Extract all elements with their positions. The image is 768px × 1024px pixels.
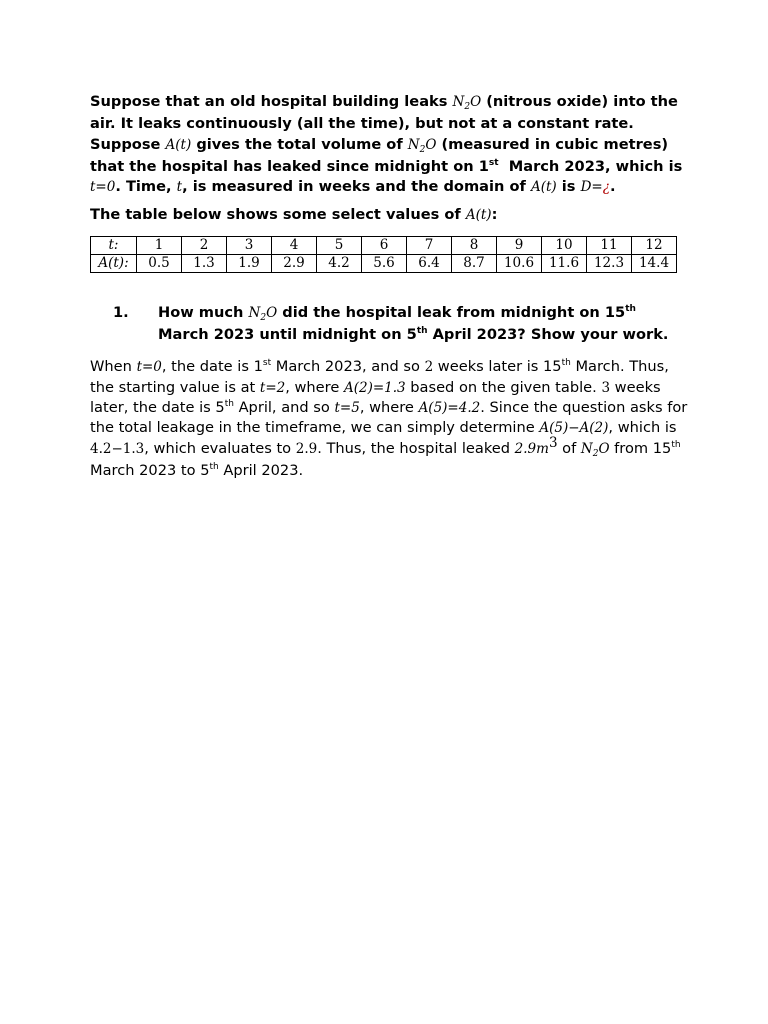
table-row-t: t: 1 2 3 4 5 6 7 8 9 10 11 12 xyxy=(91,236,677,254)
intro-paragraph: Suppose that an old hospital building leaks $N_2O$ (nitrous oxide) into the air. It leaks continuously (all the time), but not at a constant rate. Suppose A(t) gives the total volume of $N_2O$ (measured in cubic metres) that the hospital has leaked since midnight on 1st March 2023, which is t=0. Time, t, is measured in weeks and the domain of A(t) is D=¿. xyxy=(90,93,683,196)
math-t-zero: t=0 xyxy=(90,179,116,196)
table-row-a: A(t): 0.5 1.3 1.9 2.9 4.2 5.6 6.4 8.7 10.6 11.6 12.3 14.4 xyxy=(91,254,677,272)
function-a-of-t: A(t) xyxy=(530,179,557,196)
intro-text: (nitrous oxide) into the air. It leaks continuously (all the time), but not at a constant rate. Suppose xyxy=(90,93,678,153)
intro-text: (measured in cubic metres) that the hospital has leaked since midnight on 1 xyxy=(90,135,669,175)
answer-paragraph: When t=0, the date is 1st March 2023, and so 2 weeks later is 15th March. Thus, the starting value is at t=2, where A(2)=1.3 based on the given table. 3 weeks later, the date is 5th April, and so t=5, where A(5)=4.2. Since the question asks for the total leakage in the timeframe, we can simply determine A(5)−A(2), which is 4.2−1.3, which evaluates to 2.9. Thus, the hospital leaked $2.9m^3$ of $N_2O$ from 15th March 2023 to 5th April 2023. xyxy=(90,358,688,479)
document-page xyxy=(90,92,690,481)
intro-text: is xyxy=(561,178,576,196)
intro-text: . Time, xyxy=(115,178,172,196)
function-a-of-t: A(t) xyxy=(165,136,192,153)
function-a-of-t: A(t) xyxy=(465,207,492,224)
question-text: How much $N_2O$ did the hospital leak from midnight on 15th March 2023 until midnight on 5th April 2023? Show your work. xyxy=(158,303,669,344)
values-table xyxy=(90,236,677,273)
table-header-a: A(t): xyxy=(91,254,137,272)
n2o-formula: $N_2O$ xyxy=(452,94,482,112)
question-1 xyxy=(90,303,690,346)
intro-text: Suppose that an old hospital building leaks xyxy=(90,93,448,110)
table-header-t: t: xyxy=(91,236,137,254)
intro-text: gives the total volume of xyxy=(196,135,403,153)
intro-text: , is measured in weeks and the domain of xyxy=(182,178,526,196)
math-t: t xyxy=(176,179,183,196)
domain-expression: D=¿ xyxy=(580,179,610,196)
intro-text: March 2023, which is xyxy=(508,157,683,175)
question-number: 1. xyxy=(113,303,129,321)
n2o-formula: $N_2O$ xyxy=(407,136,437,155)
table-intro: The table below shows some select values of A(t): xyxy=(90,206,498,224)
n2o-formula: $N_2O$ xyxy=(248,304,278,323)
ordinal-suffix: st xyxy=(488,158,499,169)
n2o-formula: $N_2O$ xyxy=(580,440,610,459)
